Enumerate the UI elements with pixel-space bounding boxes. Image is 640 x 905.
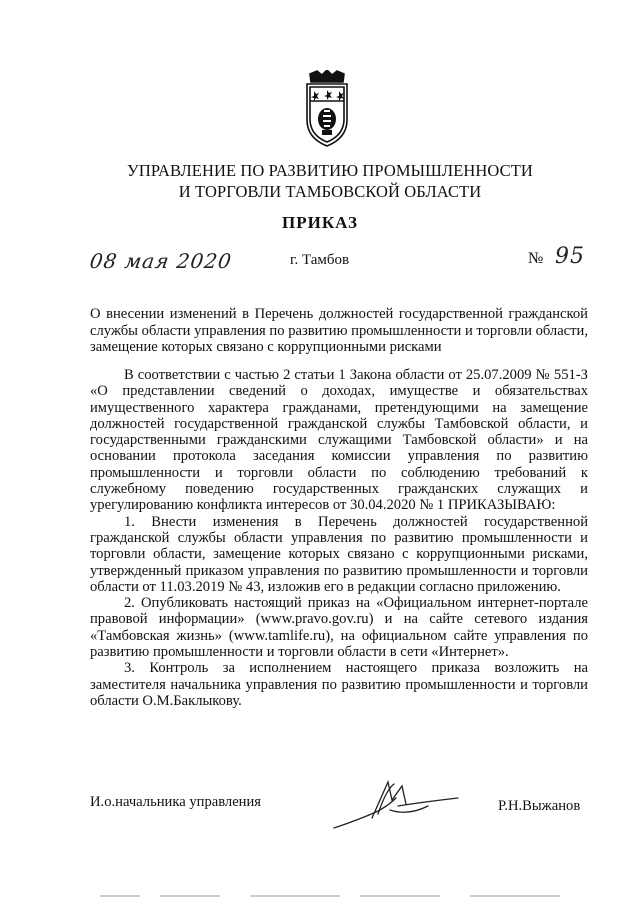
organization-name-line-1: УПРАВЛЕНИЕ ПО РАЗВИТИЮ ПРОМЫШЛЕННОСТИ [127,161,533,180]
document-type-title: ПРИКАЗ [282,213,358,232]
organization-name-line-2: И ТОРГОВЛИ ТАМБОВСКОЙ ОБЛАСТИ [178,182,482,201]
order-preamble: В соответствии с частью 2 статьи 1 Закона области от 25.07.2009 № 551-З «О представлении сведений о доходах, имуществе и обязательствах имущественного характера гражданами, претендующими на замещение должностей государственной гражданской службы Тамбовской области, и государственными гражданскими служащими Тамбовской области» и на основании протокола заседания комиссии управления по развитию промышленности и торговли области по соблюдению требований к служебному поведению государственных гражданских служащих и урегулированию конфликта интересов от 30.04.2020 № 1 ПРИКАЗЫВАЮ: [90,367,588,514]
order-item-1: 1. Внести изменения в Перечень должностей государственной гражданской службы области управления по развитию промышленности и торговли области, замещение которых связано с коррупционными рисками, утвержденный приказом управления по развитию промышленности и торговли области от 11.03.2019 № 43, изложив его в редакции согласно приложению. [90,513,588,595]
handwritten-signature-icon [328,776,468,836]
order-item-3: 3. Контроль за исполнением настоящего приказа возложить на заместителя начальника управления по развитию промышленности и торговли области О.М.Баклыкову. [90,660,588,709]
order-subject: О внесении изменений в Перечень должностей государственной гражданской службы области управления по развитию промышленности и торговли области, замещение которых связано с коррупционными рисками [90,306,588,355]
signature-block [90,794,590,834]
order-body [90,367,588,709]
order-number: 95 [555,244,585,269]
order-number-label: № [528,250,544,267]
scan-artifact-lines [80,893,600,899]
order-date: 08 мая 2020 [88,249,234,273]
signatory-title: И.о.начальника управления [90,794,262,810]
organization-name [90,160,570,202]
order-city: г. Тамбов [290,252,350,268]
order-item-2: 2. Опубликовать настоящий приказ на «Официальном интернет-портале правовой информации» (www.pravo.gov.ru) и на сайте сетевого издания «Тамбовская жизнь» (www.tamlife.ru), на официальном сайте управления по развитию промышленности и торговли области в сети «Интернет». [90,595,588,661]
tambov-coat-of-arms-icon [300,70,354,148]
signatory-name: Р.Н.Выжанов [498,798,581,814]
